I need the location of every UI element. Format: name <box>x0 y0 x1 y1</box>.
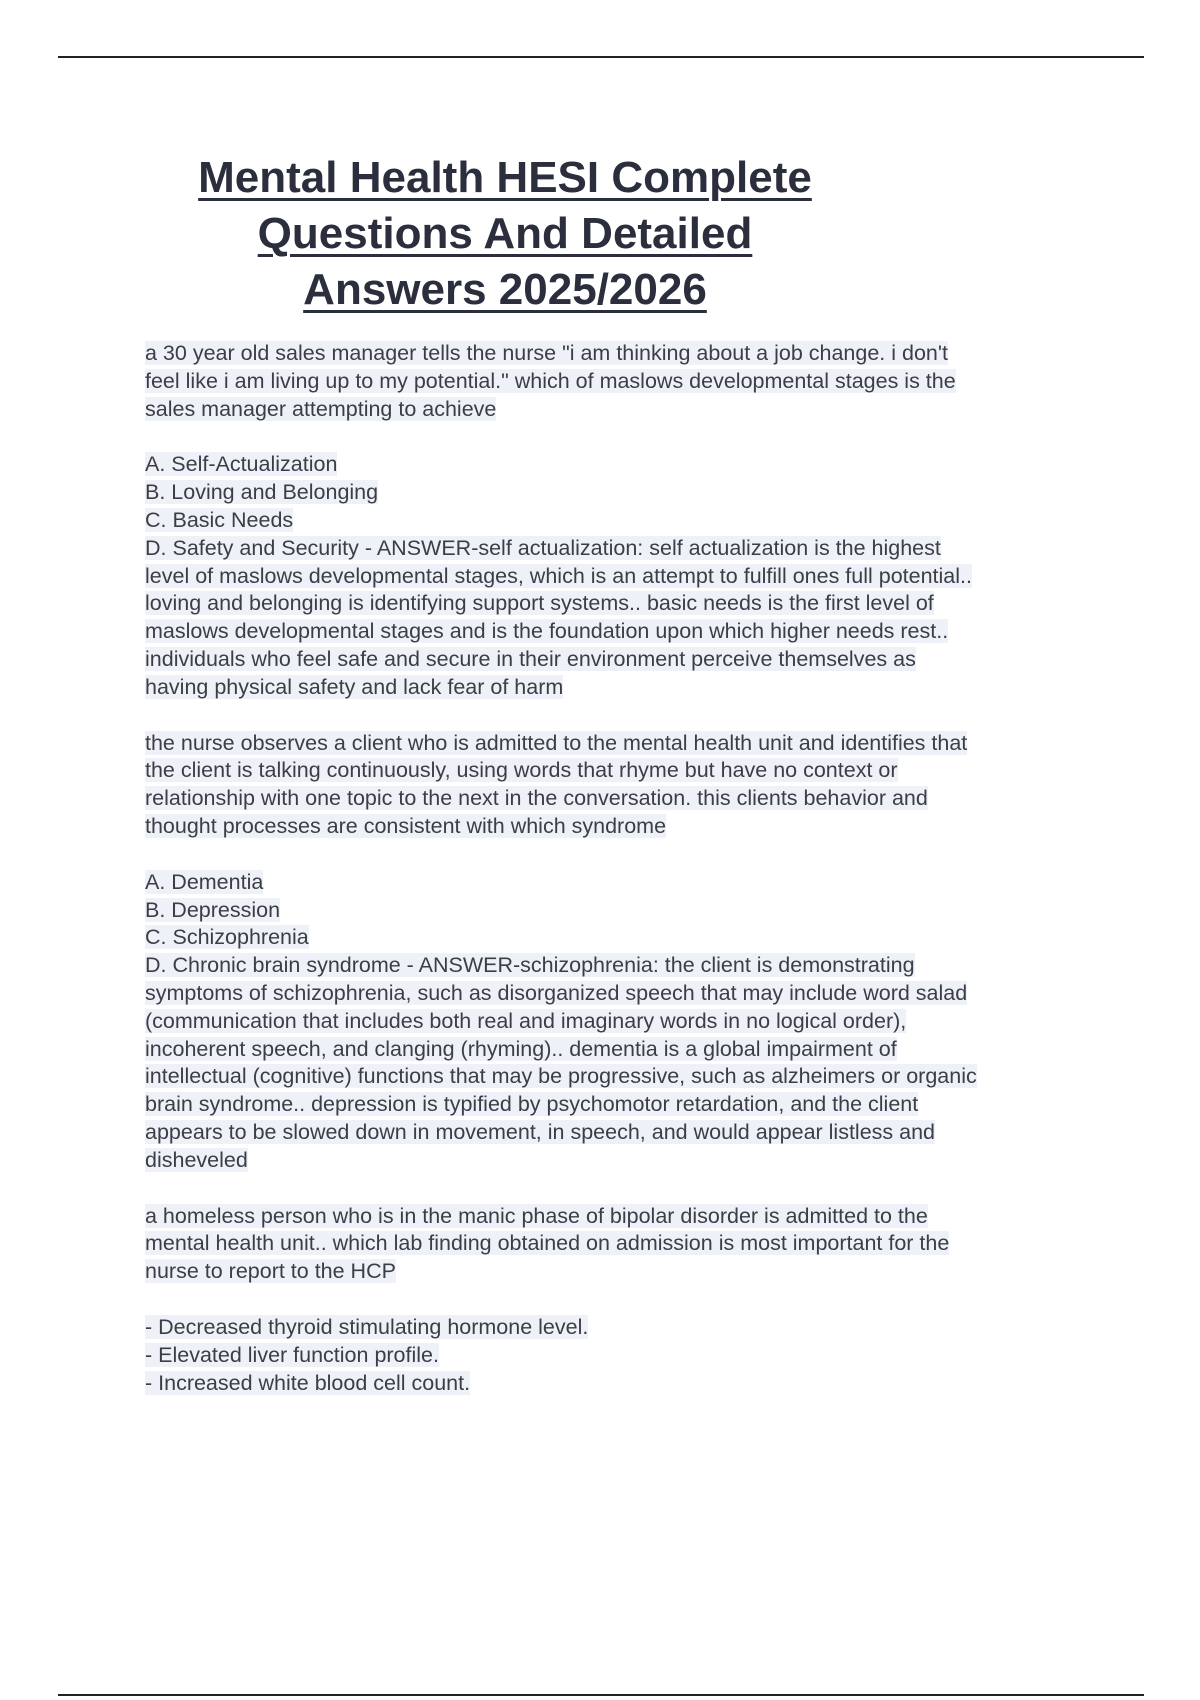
text-line: feel like i am living up to my potential." which of maslows developmental stages is the <box>145 368 956 393</box>
question-2-stem <box>145 730 1095 841</box>
question-3-stem <box>145 1203 1095 1286</box>
document-title <box>130 150 880 318</box>
title-line: Answers 2025/2026 <box>303 265 707 314</box>
text-line: thought processes are consistent with which syndrome <box>145 813 667 838</box>
text-line: - Elevated liver function profile. <box>145 1342 439 1367</box>
text-line: maslows developmental stages and is the foundation upon which higher needs rest.. <box>145 619 949 644</box>
text-line: intellectual (cognitive) functions that may be progressive, such as alzheimers or organic <box>145 1064 977 1089</box>
text-line: C. Basic Needs <box>145 507 294 532</box>
text-line: mental health unit.. which lab finding obtained on admission is most important for the <box>145 1231 950 1256</box>
text-line: sales manager attempting to achieve <box>145 396 497 421</box>
text-line: C. Schizophrenia <box>145 925 309 950</box>
bottom-rule <box>58 1694 1144 1696</box>
text-line: the client is talking continuously, using words that rhyme but have no context or <box>145 758 898 783</box>
text-line: B. Depression <box>145 897 281 922</box>
text-line: incoherent speech, and clanging (rhyming).. dementia is a global impairment of <box>145 1036 897 1061</box>
question-1-stem <box>145 340 1095 423</box>
text-line: individuals who feel safe and secure in their environment perceive themselves as <box>145 646 916 671</box>
text-line: nurse to report to the HCP <box>145 1259 396 1284</box>
text-line: A. Dementia <box>145 869 264 894</box>
text-line: loving and belonging is identifying support systems.. basic needs is the first level of <box>145 591 934 616</box>
text-line: B. Loving and Belonging <box>145 480 379 505</box>
text-line: - Decreased thyroid stimulating hormone level. <box>145 1314 589 1339</box>
text-line: (communication that includes both real and imaginary words in no logical order), <box>145 1008 907 1033</box>
text-line: relationship with one topic to the next in the conversation. this clients behavior and <box>145 786 928 811</box>
title-line: Mental Health HESI Complete <box>198 153 812 202</box>
text-line: disheveled <box>145 1147 248 1172</box>
question-1-options-answer <box>145 451 1095 701</box>
text-line: appears to be slowed down in movement, in speech, and would appear listless and <box>145 1119 936 1144</box>
document-body <box>145 340 1095 1397</box>
title-line: Questions And Detailed <box>257 209 753 258</box>
top-rule <box>58 56 1144 58</box>
text-line: brain syndrome.. depression is typified by psychomotor retardation, and the client <box>145 1092 919 1117</box>
text-line: level of maslows developmental stages, which is an attempt to fulfill ones full potential.. <box>145 563 972 588</box>
text-line: symptoms of schizophrenia, such as disorganized speech that may include word salad <box>145 980 968 1005</box>
question-2-options-answer <box>145 869 1095 1175</box>
text-line: D. Safety and Security - ANSWER-self actualization: self actualization is the highest <box>145 535 941 560</box>
text-line: having physical safety and lack fear of harm <box>145 674 564 699</box>
question-3-options <box>145 1314 1095 1397</box>
text-line: a homeless person who is in the manic phase of bipolar disorder is admitted to the <box>145 1203 928 1228</box>
text-line: A. Self-Actualization <box>145 452 338 477</box>
text-line: the nurse observes a client who is admitted to the mental health unit and identifies that <box>145 730 968 755</box>
text-line: D. Chronic brain syndrome - ANSWER-schizophrenia: the client is demonstrating <box>145 953 915 978</box>
text-line: a 30 year old sales manager tells the nurse "i am thinking about a job change. i don't <box>145 341 948 365</box>
text-line: - Increased white blood cell count. <box>145 1370 471 1395</box>
